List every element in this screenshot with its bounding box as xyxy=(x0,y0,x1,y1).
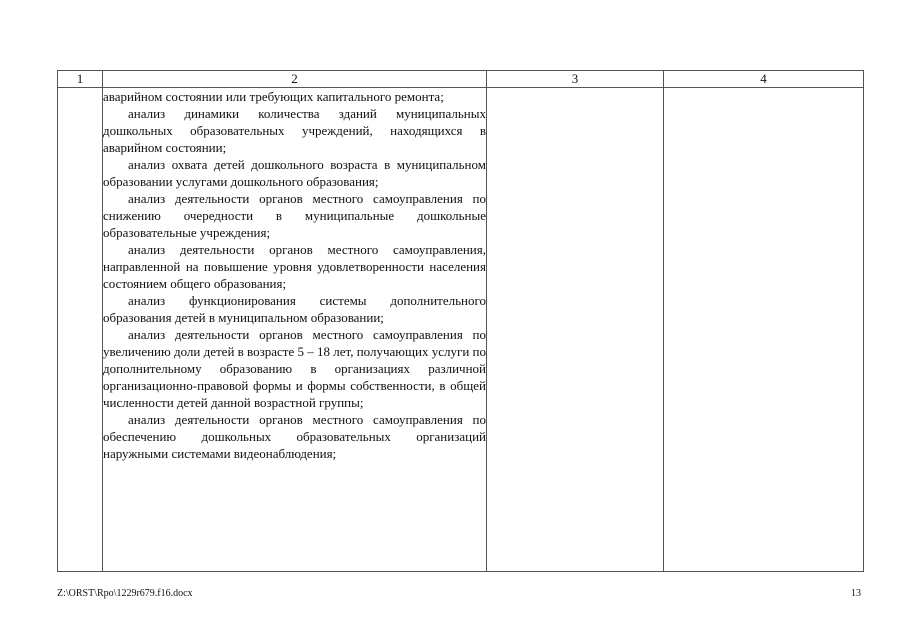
paragraph: анализ деятельности органов местного самоуправления по обеспечению дошкольных образовательных организаций наружными системами видеонаблюдения; xyxy=(103,412,486,461)
paragraph: аварийном состоянии или требующих капитального ремонта; xyxy=(103,89,444,104)
column-header-1: 1 xyxy=(58,71,103,88)
paragraph: анализ динамики количества зданий муниципальных дошкольных образовательных учреждений, находящихся в аварийном состоянии; xyxy=(103,106,486,155)
column-header-3: 3 xyxy=(487,71,664,88)
column-header-4: 4 xyxy=(664,71,864,88)
document-table xyxy=(57,70,864,572)
paragraph: анализ деятельности органов местного самоуправления по снижению очередности в муниципальные дошкольные образовательные учреждения; xyxy=(103,191,486,240)
column-header-2: 2 xyxy=(103,71,487,88)
paragraph: анализ охвата детей дошкольного возраста в муниципальном образовании услугами дошкольного образования; xyxy=(103,157,486,189)
cell-column-3 xyxy=(487,88,664,572)
paragraph: анализ деятельности органов местного самоуправления, направленной на повышение уровня удовлетворенности населения состоянием общего образования; xyxy=(103,242,486,291)
paragraph: анализ деятельности органов местного самоуправления по увеличению доли детей в возрасте 5 – 18 лет, получающих услуги по дополнительному образованию в организациях различной организационно-правовой формы и формы собственности, в общей численности детей данной возрастной группы; xyxy=(103,327,486,410)
cell-column-2 xyxy=(103,88,487,572)
footer-page-number: 13 xyxy=(851,588,861,599)
cell-column-1 xyxy=(58,88,103,572)
footer-file-path: Z:\ORST\Rpo\1229r679.f16.docx xyxy=(57,588,193,599)
cell-column-4 xyxy=(664,88,864,572)
paragraph: анализ функционирования системы дополнительного образования детей в муниципальном образовании; xyxy=(103,293,486,325)
table-header-row xyxy=(58,71,864,88)
table-row xyxy=(58,88,864,572)
